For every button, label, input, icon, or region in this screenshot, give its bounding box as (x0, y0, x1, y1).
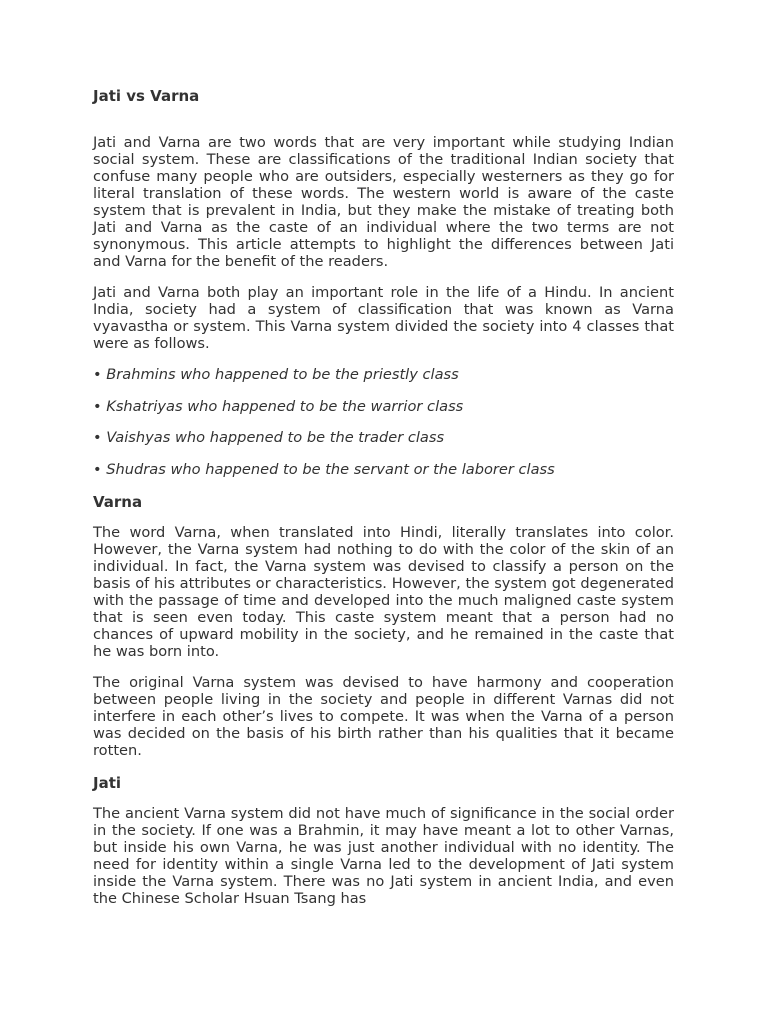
document-page (93, 86, 674, 921)
bullet-item-kshatriyas: • Kshatriyas who happened to be the warrior class (93, 397, 464, 415)
bullet-item-brahmins: • Brahmins who happened to be the priestly class (93, 366, 459, 383)
varna-paragraph-2: The original Varna system was devised to have harmony and cooperation between people living in the society and people in different Varnas did not interfere in each other’s lives to compete. It was when the Varna of a person was decided on the basis of his birth rather than his qualities that it became rotten. (93, 673, 674, 759)
document-title: Jati vs Varna (93, 87, 200, 105)
intro-paragraph-2: Jati and Varna both play an important role in the life of a Hindu. In ancient India, society had a system of classification that was known as Varna vyavastha or system. This Varna system divided the society into 4 classes that were as follows. (93, 284, 674, 352)
bullet-item-vaishyas: • Vaishyas who happened to be the trader class (93, 429, 445, 446)
bullet-item-shudras: • Shudras who happened to be the servant or the laborer class (93, 460, 555, 478)
varna-paragraph-1: The word Varna, when translated into Hindi, literally translates into color. However, the Varna system had nothing to do with the color of the skin of an individual. In fact, the Varna system was devised to classify a person on the basis of his attributes or characteristics. However, the system got degenerated with the passage of time and developed into the much maligned caste system that is seen even today. This caste system meant that a person had no chances of upward mobility in the society, and he remained in the caste that he was born into. (93, 523, 674, 660)
intro-paragraph-1: Jati and Varna are two words that are very important while studying Indian social system. These are classifications of the traditional Indian society that confuse many people who are outsiders, especially westerners as they go for literal translation of these words. The western world is aware of the caste system that is prevalent in India, but they make the mistake of treating both Jati and Varna as the caste of an individual where the two terms are not synonymous. This article attempts to highlight the differences between Jati and Varna for the benefit of the readers. (93, 134, 674, 270)
jati-paragraph-1: The ancient Varna system did not have much of significance in the social order in the society. If one was a Brahmin, it may have meant a lot to other Varnas, but inside his own Varna, he was just another individual with no identity. The need for identity within a single Varna led to the development of Jati system inside the Varna system. There was no Jati system in ancient India, and even the Chinese Scholar Hsuan Tsang has (93, 804, 674, 907)
varna-heading: Varna (93, 492, 143, 511)
jati-heading: Jati (93, 773, 122, 792)
